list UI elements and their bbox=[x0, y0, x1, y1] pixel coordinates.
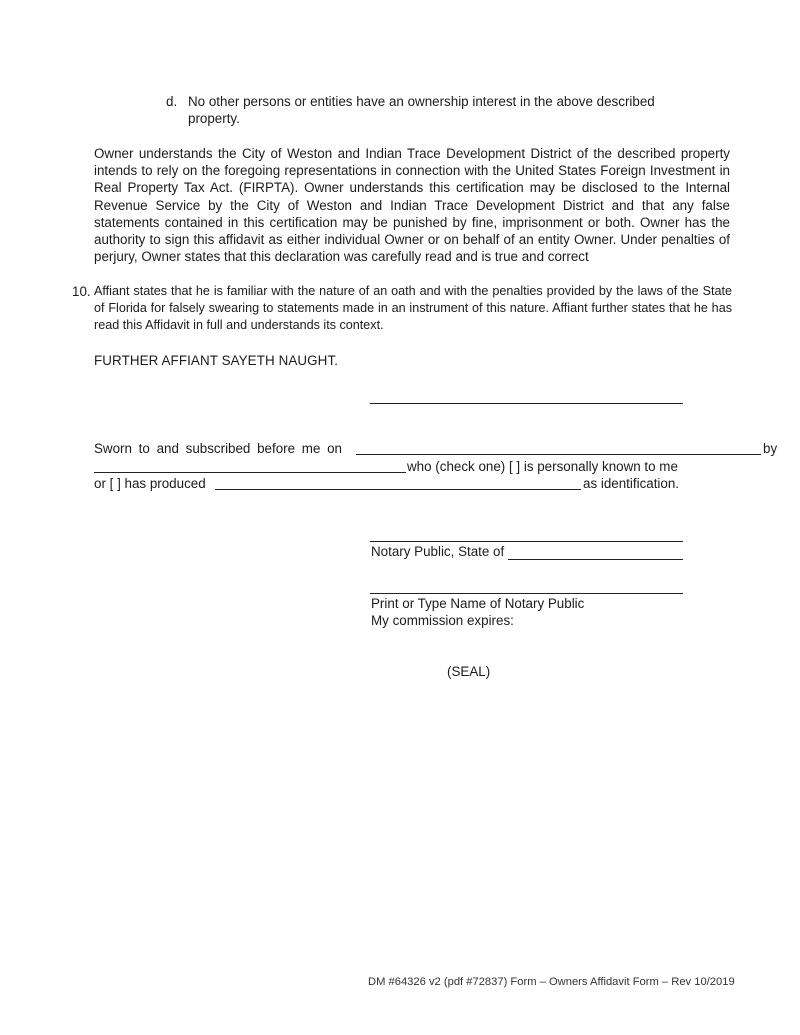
identification-row bbox=[94, 475, 684, 493]
list-item-text: No other persons or entities have an ownership interest in the above described property. bbox=[188, 94, 655, 127]
notary-print-name-line[interactable] bbox=[370, 593, 683, 594]
further-affiant-statement: FURTHER AFFIANT SAYETH NAUGHT. bbox=[94, 353, 339, 368]
list-item-d bbox=[166, 93, 696, 127]
notary-state-field[interactable] bbox=[508, 545, 683, 560]
item-10 bbox=[72, 283, 732, 335]
sworn-row bbox=[94, 440, 778, 458]
known-text: who (check one) [ ] is personally known to me bbox=[407, 459, 678, 474]
owner-understanding-paragraph: Owner understands the City of Weston and Indian Trace Development District of the described property intends to rely on the foregoing representations in connection with the United States Foreign Investment in Real Property Tax Act. (FIRPTA). Owner understands this certification may be disclosed to the Internal Revenue Service by the City of Weston and Indian Trace Development District and that any false statements contained in this certification may be punished by fine, imprisonment or both. Owner has the authority to sign this affidavit as either individual Owner or on behalf of an entity Owner. Under penalties of perjury, Owner states that this declaration was carefully read and is true and correct bbox=[94, 146, 730, 265]
item-10-text: Affiant states that he is familiar with the nature of an oath and with the penalties provided by the laws of the State of Florida for falsely swearing to statements made in an instrument of this nature. Affiant further states that he has read this Affidavit in full and understands its context. bbox=[94, 284, 732, 333]
item-number: 10. bbox=[72, 284, 91, 299]
affiant-name-field[interactable] bbox=[94, 458, 406, 473]
document-footer: DM #64326 v2 (pdf #72837) Form – Owners Affidavit Form – Rev 10/2019 bbox=[368, 976, 735, 988]
notary-signature-line[interactable] bbox=[370, 541, 683, 542]
affiant-signature-line[interactable] bbox=[370, 403, 683, 404]
notary-state-label: Notary Public, State of bbox=[371, 544, 505, 559]
list-marker: d. bbox=[166, 94, 178, 109]
sworn-by: by bbox=[763, 441, 778, 456]
commission-expires-label: My commission expires: bbox=[371, 613, 514, 628]
sworn-name-row bbox=[94, 458, 684, 476]
identification-field[interactable] bbox=[215, 475, 581, 490]
seal-label: (SEAL) bbox=[447, 664, 491, 679]
sworn-date-field[interactable] bbox=[356, 440, 761, 455]
sworn-prefix: Sworn to and subscribed before me on bbox=[94, 441, 343, 456]
print-name-label: Print or Type Name of Notary Public bbox=[371, 596, 585, 611]
produced-prefix: or [ ] has produced bbox=[94, 476, 206, 491]
identification-suffix: as identification. bbox=[583, 476, 680, 491]
